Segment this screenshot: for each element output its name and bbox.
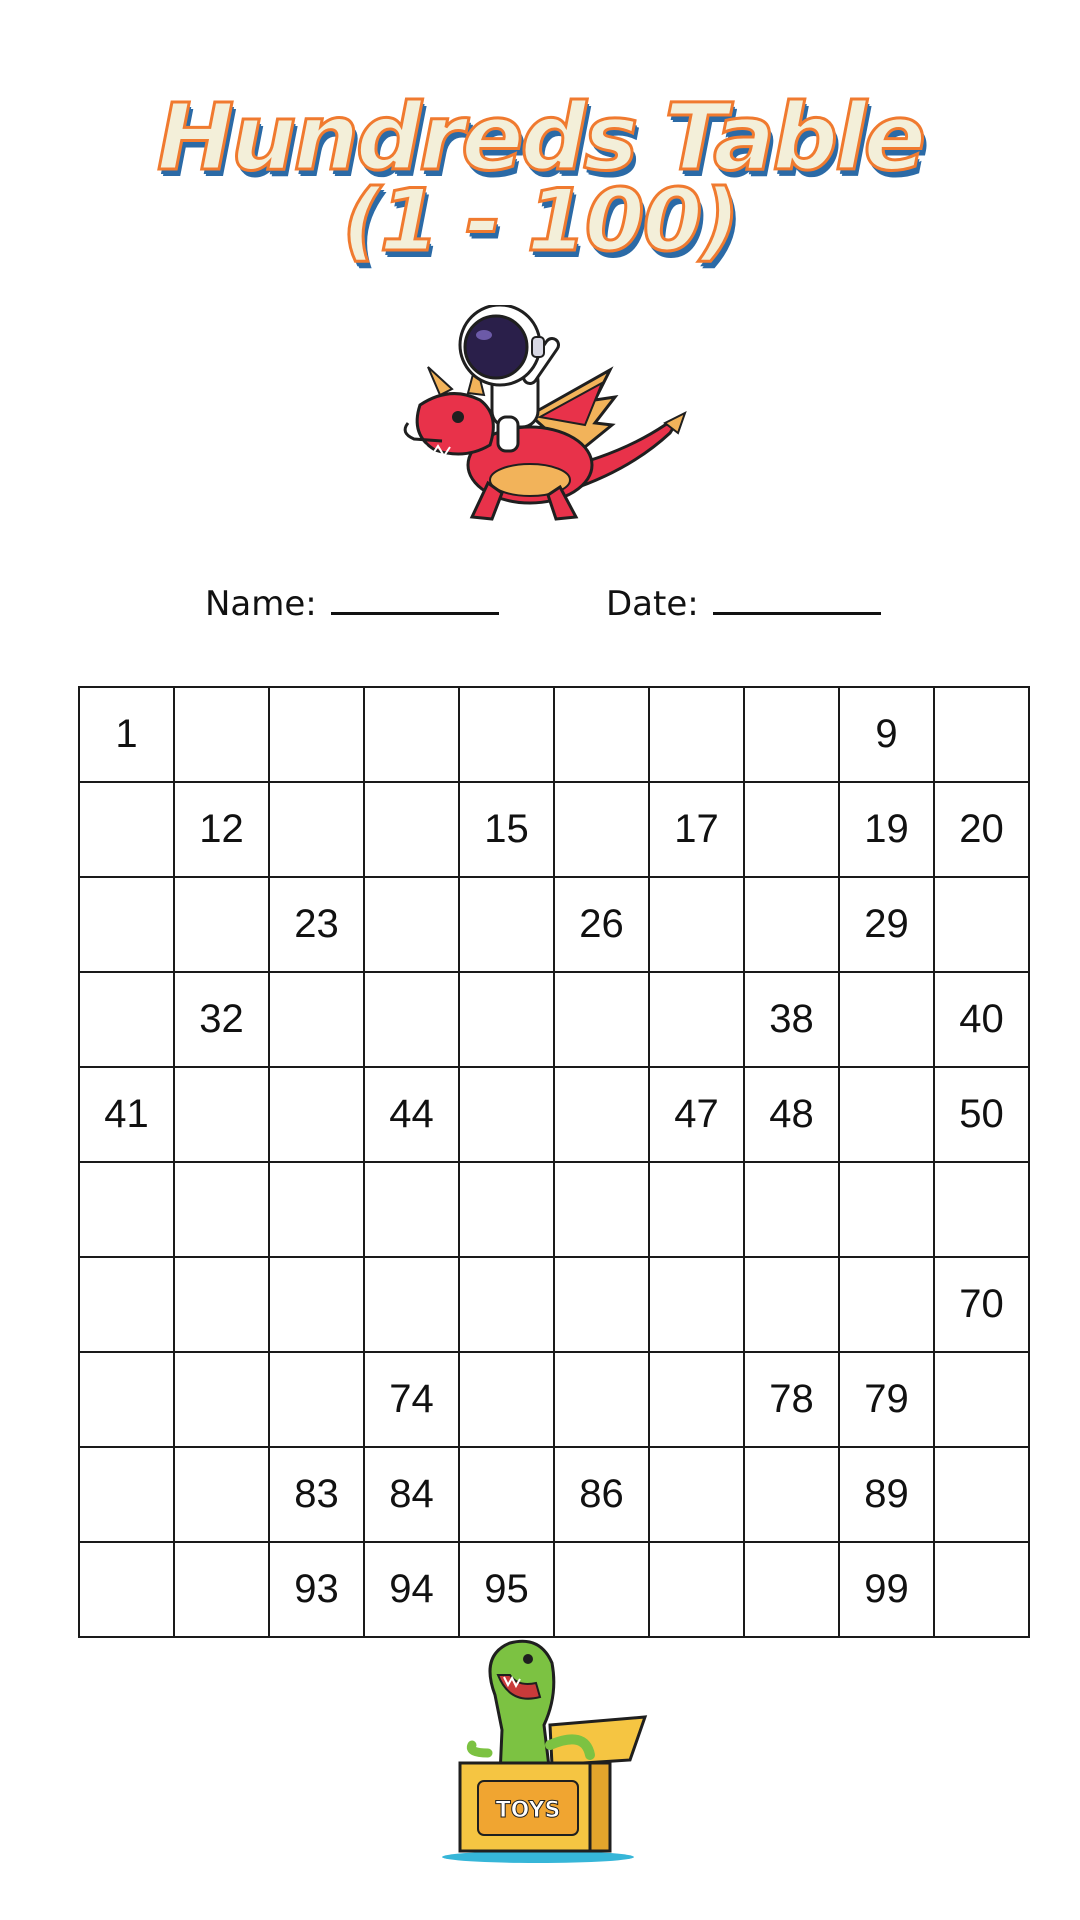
worksheet-title bbox=[0, 84, 1080, 271]
grid-cell[interactable] bbox=[174, 1542, 269, 1637]
grid-cell[interactable] bbox=[744, 782, 839, 877]
grid-cell[interactable] bbox=[744, 1542, 839, 1637]
grid-cell[interactable] bbox=[554, 1542, 649, 1637]
astronaut-dragon-illustration bbox=[380, 305, 710, 555]
grid-cell[interactable] bbox=[459, 1067, 554, 1162]
grid-cell[interactable]: 15 bbox=[459, 782, 554, 877]
grid-cell[interactable] bbox=[554, 1352, 649, 1447]
grid-cell[interactable] bbox=[934, 1447, 1029, 1542]
name-date-fields bbox=[0, 582, 1080, 632]
hundreds-grid bbox=[78, 686, 1030, 1638]
grid-cell[interactable]: 29 bbox=[839, 877, 934, 972]
grid-cell[interactable] bbox=[459, 1162, 554, 1257]
grid-cell[interactable] bbox=[364, 972, 459, 1067]
grid-cell[interactable] bbox=[269, 972, 364, 1067]
grid-cell[interactable]: 26 bbox=[554, 877, 649, 972]
grid-cell[interactable] bbox=[79, 972, 174, 1067]
grid-cell[interactable] bbox=[79, 877, 174, 972]
grid-cell[interactable] bbox=[554, 687, 649, 782]
grid-cell[interactable] bbox=[269, 1067, 364, 1162]
title-line-2: (1 - 100) bbox=[342, 171, 738, 271]
grid-cell[interactable]: 84 bbox=[364, 1447, 459, 1542]
grid-row bbox=[79, 1542, 1029, 1637]
grid-cell[interactable] bbox=[459, 1447, 554, 1542]
grid-cell[interactable] bbox=[79, 1257, 174, 1352]
grid-row bbox=[79, 877, 1029, 972]
grid-cell[interactable]: 74 bbox=[364, 1352, 459, 1447]
grid-cell[interactable] bbox=[269, 1162, 364, 1257]
grid-cell[interactable] bbox=[459, 972, 554, 1067]
grid-cell[interactable]: 83 bbox=[269, 1447, 364, 1542]
date-label: Date: bbox=[606, 584, 699, 624]
grid-cell[interactable] bbox=[839, 1162, 934, 1257]
grid-cell[interactable] bbox=[839, 1257, 934, 1352]
grid-cell[interactable] bbox=[934, 1162, 1029, 1257]
grid-cell[interactable]: 50 bbox=[934, 1067, 1029, 1162]
grid-row bbox=[79, 1447, 1029, 1542]
grid-cell[interactable]: 48 bbox=[744, 1067, 839, 1162]
grid-cell[interactable] bbox=[649, 1542, 744, 1637]
grid-row bbox=[79, 687, 1029, 782]
grid-cell[interactable] bbox=[174, 687, 269, 782]
grid-cell[interactable] bbox=[364, 1257, 459, 1352]
grid-cell[interactable] bbox=[269, 1352, 364, 1447]
name-blank-line[interactable] bbox=[331, 582, 499, 615]
grid-cell[interactable]: 93 bbox=[269, 1542, 364, 1637]
grid-cell[interactable]: 17 bbox=[649, 782, 744, 877]
grid-cell[interactable] bbox=[934, 877, 1029, 972]
toy-box-label: TOYS bbox=[495, 1798, 561, 1823]
grid-cell[interactable]: 38 bbox=[744, 972, 839, 1067]
grid-cell[interactable] bbox=[649, 687, 744, 782]
grid-cell[interactable] bbox=[744, 1447, 839, 1542]
date-blank-line[interactable] bbox=[713, 582, 881, 615]
grid-cell[interactable] bbox=[934, 1542, 1029, 1637]
grid-cell[interactable]: 89 bbox=[839, 1447, 934, 1542]
grid-cell[interactable]: 95 bbox=[459, 1542, 554, 1637]
grid-cell[interactable] bbox=[459, 687, 554, 782]
grid-cell[interactable] bbox=[364, 687, 459, 782]
grid-cell[interactable] bbox=[744, 877, 839, 972]
grid-cell[interactable]: 86 bbox=[554, 1447, 649, 1542]
grid-cell[interactable]: 9 bbox=[839, 687, 934, 782]
grid-cell[interactable]: 94 bbox=[364, 1542, 459, 1637]
grid-row bbox=[79, 1352, 1029, 1447]
grid-cell[interactable] bbox=[79, 782, 174, 877]
grid-cell[interactable]: 20 bbox=[934, 782, 1029, 877]
grid-row bbox=[79, 1257, 1029, 1352]
grid-cell[interactable]: 32 bbox=[174, 972, 269, 1067]
grid-cell[interactable] bbox=[364, 1162, 459, 1257]
name-field bbox=[205, 582, 499, 624]
grid-cell[interactable]: 44 bbox=[364, 1067, 459, 1162]
grid-cell[interactable] bbox=[744, 687, 839, 782]
grid-cell[interactable] bbox=[79, 1447, 174, 1542]
grid-cell[interactable] bbox=[554, 1257, 649, 1352]
grid-cell[interactable]: 1 bbox=[79, 687, 174, 782]
grid-cell[interactable]: 78 bbox=[744, 1352, 839, 1447]
grid-cell[interactable] bbox=[269, 782, 364, 877]
grid-cell[interactable]: 41 bbox=[79, 1067, 174, 1162]
grid-cell[interactable] bbox=[934, 1352, 1029, 1447]
grid-cell[interactable] bbox=[174, 1067, 269, 1162]
grid-cell[interactable]: 40 bbox=[934, 972, 1029, 1067]
grid-cell[interactable]: 19 bbox=[839, 782, 934, 877]
grid-cell[interactable] bbox=[554, 1067, 649, 1162]
name-label: Name: bbox=[205, 584, 317, 624]
grid-cell[interactable] bbox=[934, 687, 1029, 782]
grid-row bbox=[79, 1067, 1029, 1162]
grid-cell[interactable] bbox=[79, 1352, 174, 1447]
grid-cell[interactable] bbox=[649, 1257, 744, 1352]
grid-cell[interactable]: 99 bbox=[839, 1542, 934, 1637]
grid-cell[interactable] bbox=[744, 1257, 839, 1352]
grid-cell[interactable] bbox=[649, 877, 744, 972]
grid-cell[interactable] bbox=[839, 1067, 934, 1162]
grid-cell[interactable] bbox=[459, 877, 554, 972]
grid-cell[interactable] bbox=[744, 1162, 839, 1257]
grid-cell[interactable]: 70 bbox=[934, 1257, 1029, 1352]
grid-cell[interactable] bbox=[554, 1162, 649, 1257]
grid-cell[interactable] bbox=[364, 877, 459, 972]
grid-row bbox=[79, 972, 1029, 1067]
grid-cell[interactable] bbox=[839, 972, 934, 1067]
grid-cell[interactable] bbox=[174, 1257, 269, 1352]
grid-cell[interactable] bbox=[459, 1257, 554, 1352]
grid-cell[interactable] bbox=[554, 972, 649, 1067]
grid-cell[interactable] bbox=[649, 1162, 744, 1257]
date-field bbox=[606, 582, 881, 624]
grid-cell[interactable] bbox=[649, 1352, 744, 1447]
grid-cell[interactable] bbox=[174, 1162, 269, 1257]
grid-row bbox=[79, 1162, 1029, 1257]
grid-cell[interactable] bbox=[269, 1257, 364, 1352]
grid-cell[interactable] bbox=[269, 687, 364, 782]
grid-row bbox=[79, 782, 1029, 877]
grid-cell[interactable] bbox=[174, 1447, 269, 1542]
grid-cell[interactable] bbox=[649, 972, 744, 1067]
grid-cell[interactable] bbox=[174, 1352, 269, 1447]
title-line-1: Hundreds Table bbox=[157, 84, 923, 191]
grid-cell[interactable]: 79 bbox=[839, 1352, 934, 1447]
grid-cell[interactable] bbox=[554, 782, 649, 877]
grid-cell[interactable] bbox=[79, 1162, 174, 1257]
grid-cell[interactable] bbox=[174, 877, 269, 972]
grid-cell[interactable] bbox=[649, 1447, 744, 1542]
grid-cell[interactable]: 23 bbox=[269, 877, 364, 972]
dinosaur-toy-box-illustration bbox=[440, 1635, 650, 1865]
grid-cell[interactable] bbox=[459, 1352, 554, 1447]
grid-cell[interactable] bbox=[79, 1542, 174, 1637]
grid-cell[interactable]: 12 bbox=[174, 782, 269, 877]
grid-cell[interactable] bbox=[364, 782, 459, 877]
grid-cell[interactable]: 47 bbox=[649, 1067, 744, 1162]
